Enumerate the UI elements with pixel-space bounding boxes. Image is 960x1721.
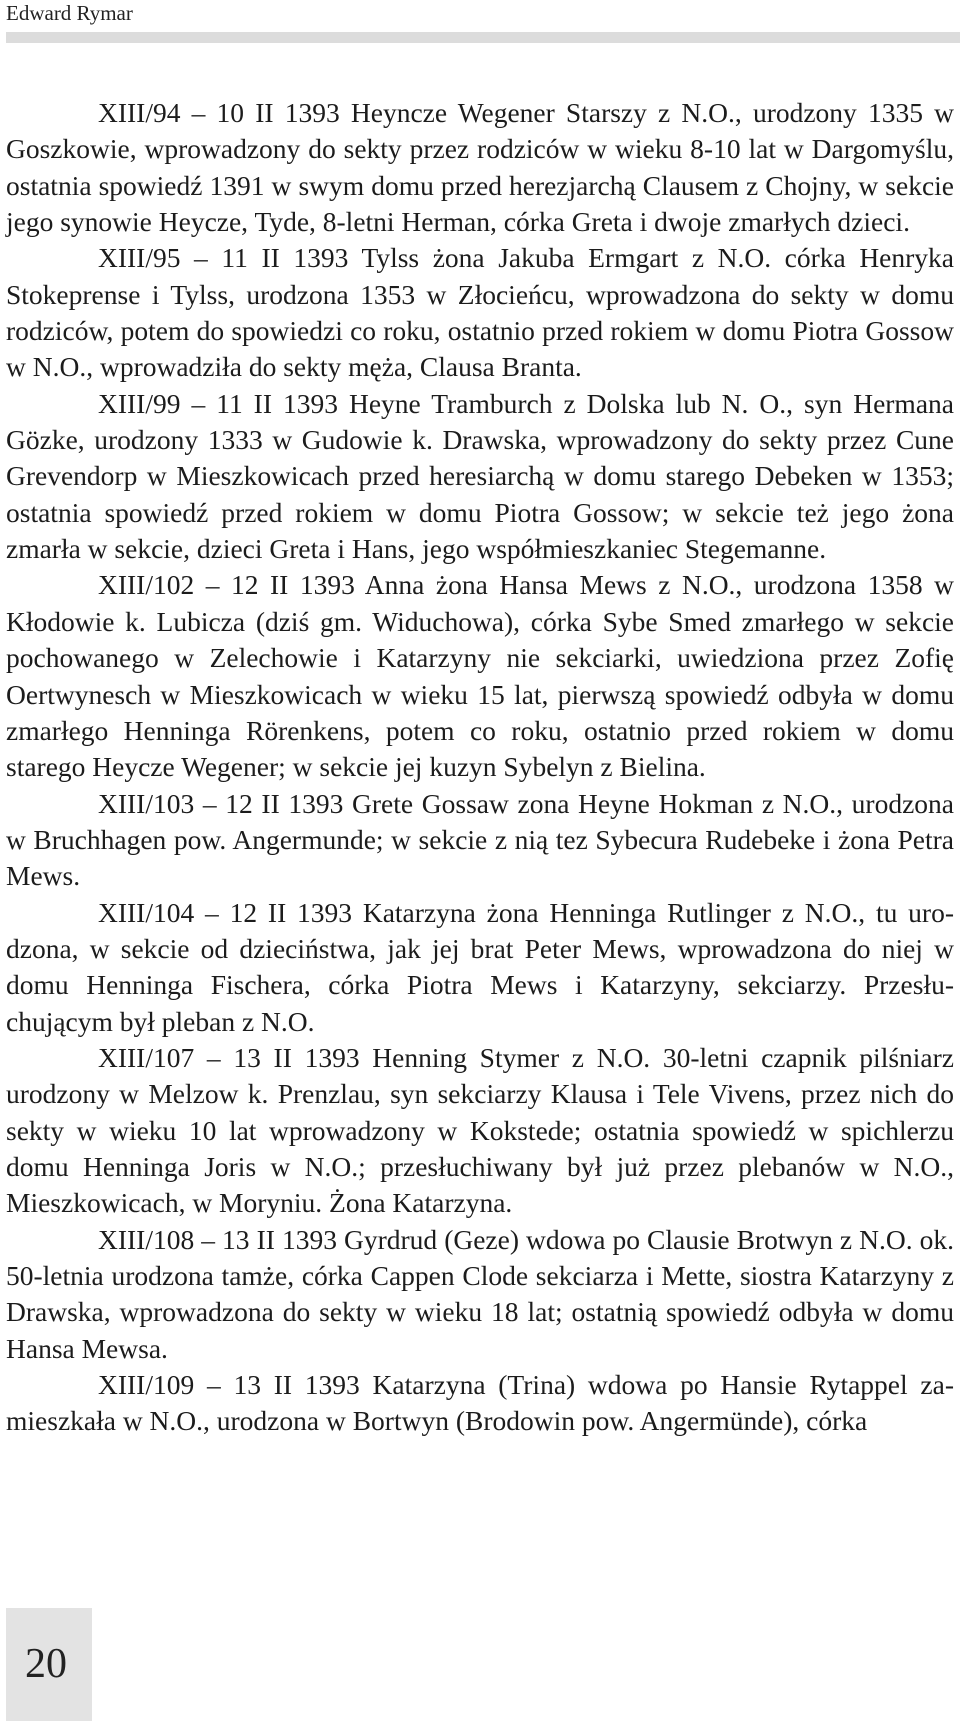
entry-paragraph: XIII/95 – 11 II 1393 Tylss żona Jakuba Ermgart z N.O. córka Henryka Stokeprense i Tylss, urodzona 1353 w Złocieńcu, wprowadzona do sekty w domu rodziców, potem do spowiedzi co roku, ostatnio przed rokiem w domu Piotra Gossow w N.O., wprowadziła do sekty męża, Clausa Branta. <box>6 242 954 383</box>
entry-paragraph: XIII/104 – 12 II 1393 Katarzyna żona Henninga Rutlinger z N.O., tu urodzona, w sekcie od dzieciństwa, jak jej brat Peter Mews, wprowadzona do niej w domu Henninga Fischera, córka Piotra Mews i Katarzyny, sekciarzy. Przesłuchującym był pleban z N.O. <box>6 896 954 1037</box>
page-number-box <box>6 1608 92 1721</box>
entry-paragraph: XIII/99 – 11 II 1393 Heyne Tramburch z Dolska lub N. O., syn Hermana Gözke, urodzony 1333 w Gudowie k. Drawska, wprowadzony do sekty przez Cune Grevendorp w Mieszkowicach przed heresiarchą w domu starego Debeken w 1353; ostatnia spowiedź przed rokiem w domu Piotra Gossow; w sekcie też jego żona zmarła w sekcie, dzieci Greta i Hans, jego współmieszkaniec Stegemanne. <box>6 387 954 565</box>
entry-paragraph: XIII/103 – 12 II 1393 Grete Gossaw zona Heyne Hokman z N.O., urodzona w Bruchhagen pow. Angermunde; w sekcie z nią tez Sybecura Rudebeke i żona Petra Mews. <box>6 787 954 892</box>
entry-paragraph: XIII/102 – 12 II 1393 Anna żona Hansa Mews z N.O., urodzona 1358 w Kłodowie k. Lubicza (dziś gm. Widuchowa), córka Sybe Smed zmarłego w sekcie pochowanego w Zelechowie i Katarzyny nie sekciarki, uwiedziona przez Zofię Oertwynesch w Mieszkowicach w wieku 15 lat, pierwszą spowiedź odbyła w domu zmarłego Henninga Rörenkens, potem co roku, ostatnio przed rokiem w domu starego Heycze Wegener; w sekcie jej kuzyn Sybelyn z Bielina. <box>6 569 954 783</box>
entry-paragraph: XIII/94 – 10 II 1393 Heyncze Wegener Starszy z N.O., urodzony 1335 w Goszkowie, wprowadzony do sekty przez rodziców w wieku 8-10 lat w Dargomyślu, ostatnia spowiedź 1391 w swym domu przed herezjarchą Clausem z Chojny, w sekcie jego synowie Heycze, Tyde, 8-letni Herman, córka Greta i dwoje zmarłych dzieci. <box>6 97 954 238</box>
running-head-author: Edward Rymar <box>6 1 133 25</box>
entry-paragraph: XIII/107 – 13 II 1393 Henning Stymer z N.O. 30-letni czapnik pilśniarz urodzony w Melzow k. Prenzlau, syn sekciarzy Klausa i Tele Vivens, przez nich do sekty w wieku 10 lat wprowadzony w Kokstede; ostatnia spowiedź w spichlerzu domu Henninga Joris w N.O.; przesłuchiwany był już przez plebanów w N.O., Mieszkowicach, w Moryniu. Żona Katarzyna. <box>6 1041 954 1219</box>
entry-paragraph: XIII/109 – 13 II 1393 Katarzyna (Trina) wdowa po Hansie Rytappel zamieszkała w N.O., urodzona w Bortwyn (Brodowin pow. Angermünde), córka <box>6 1369 954 1437</box>
header-rule <box>6 32 960 43</box>
entry-paragraph: XIII/108 – 13 II 1393 Gyrdrud (Geze) wdowa po Clausie Brotwyn z N.O. ok. 50-letnia urodzona tamże, córka Cappen Clode sekciarza i Mette, siostra Katarzyny z Drawska, wprowadzona do sekty w wieku 18 lat; ostatnią spowiedź odbyła w domu Hansa Mewsa. <box>6 1223 954 1364</box>
page-number: 20 <box>25 1641 67 1687</box>
body-text <box>6 95 954 1440</box>
